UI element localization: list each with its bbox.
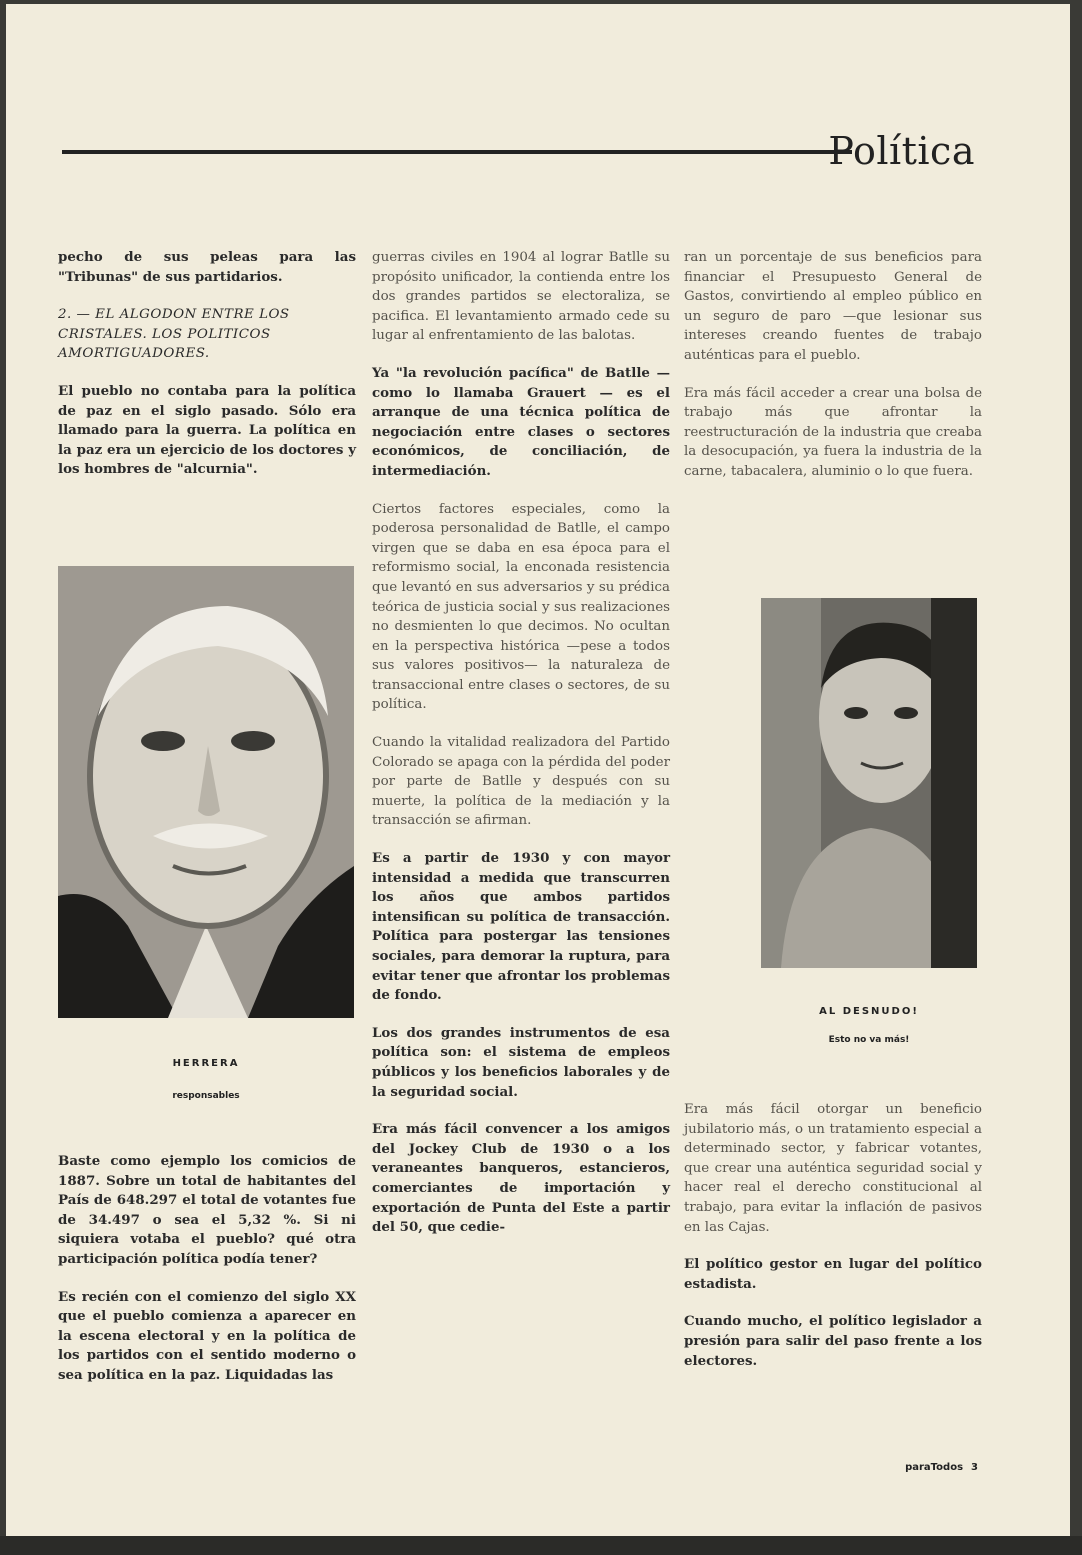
col2-paragraph-2: Ya "la revolución pacífica" de Batlle —como lo llamaba Grauert — es el arranque de una técnica política de negociación entre clases o sectores económicos, de conciliación, de intermediación. bbox=[372, 364, 670, 479]
col2-paragraph-6: Los dos grandes instrumentos de esa política son: el sistema de empleos públicos y los beneficios laborales y de la seguridad social. bbox=[372, 1024, 670, 1100]
section-rule bbox=[62, 150, 852, 154]
section-title: Política bbox=[828, 129, 975, 173]
col3-paragraph-2: Era más fácil acceder a crear una bolsa de trabajo más que afrontar la reestructuración de la industria que creaba la desocupación, ya fuera la industria de la carne, tabacalera, aluminio o lo que fuera. bbox=[684, 385, 982, 479]
left-photo-caption-sub: responsables bbox=[172, 1091, 240, 1101]
col1-paragraph-3: Baste como ejemplo los comicios de 1887. Sobre un total de habitantes del País de 648.297 el total de votantes fue de 34.497 o sea el 5,32 %. Si ni siquiera votaba el pueblo? qué otra participación política podía tener? bbox=[58, 1153, 356, 1267]
column-1-lower bbox=[58, 1152, 356, 1404]
col3-paragraph-3: Era más fácil otorgar un beneficio jubilatorio más, o un tratamiento especial a determinado sector, y fabricar votantes, que crear una auténtica seguridad social y hacer real el derecho constitucional al trabajo, para evitar la inflación de pasivos en las Cajas. bbox=[684, 1102, 982, 1235]
portrait-illustration-right bbox=[761, 598, 977, 968]
col3-paragraph-1: ran un porcentaje de sus beneficios para financiar el Presupuesto General de Gastos, convirtiendo al empleo público en un seguro de paro —que lesionar sus intereses creando fuentes de trabajo auténticas para el pueblo. bbox=[684, 250, 982, 363]
col2-paragraph-1: guerras civiles en 1904 al lograr Batlle su propósito unificador, la contienda entre los dos grandes partidos se electoraliza, se pacifica. El levantamiento armado cede su lugar al enfrentamiento de las balotas. bbox=[372, 250, 670, 344]
page-footer bbox=[897, 1462, 978, 1473]
portrait-photo-right bbox=[761, 598, 977, 968]
left-photo-caption-name: HERRERA bbox=[172, 1058, 240, 1069]
column-3 bbox=[684, 248, 982, 500]
portrait-photo-herrera bbox=[58, 566, 354, 1018]
right-photo-caption-sub: Esto no va más! bbox=[828, 1035, 910, 1045]
col2-paragraph-3: Ciertos factores especiales, como la poderosa personalidad de Batlle, el campo virgen que se daba en esa época para el reformismo social, la enconada resistencia que levantó en sus adversarios y su prédica teórica de justicia social y sus realizaciones no desmienten lo que decimos. No ocultan en la perspectiva histórica —pese a todos sus valores positivos— la naturaleza de transaccional entre clases o sectores, de su política. bbox=[372, 501, 670, 713]
col2-paragraph-5: Es a partir de 1930 y con mayor intensidad a medida que transcurren los años que ambos partidos intensifican su política de transacción. Política para postergar las tensiones sociales, para demorar la ruptura, para evitar tener que afrontar los problemas de fondo. bbox=[372, 850, 670, 1004]
col3-paragraph-4: El político gestor en lugar del político estadista. bbox=[684, 1256, 982, 1292]
col1-paragraph-2: El pueblo no contaba para la política de paz en el siglo pasado. Sólo era llamado para la guerra. La política en la paz era un ejercicio de los doctores y los hombres de "alcurnia". bbox=[58, 382, 356, 478]
page-number: 3 bbox=[971, 1462, 978, 1473]
col1-section-heading: 2. — EL ALGODON ENTRE LOS CRISTALES. LOS POLITICOS AMORTIGUADORES. bbox=[58, 307, 290, 362]
scan-bottom-edge bbox=[0, 1536, 1082, 1555]
col2-paragraph-4: Cuando la vitalidad realizadora del Partido Colorado se apaga con la pérdida del poder por parte de Batlle y después con su muerte, la política de la mediación y la transacción se afirman. bbox=[372, 735, 670, 829]
col1-paragraph-4: Es recién con el comienzo del siglo XX que el pueblo comienza a aparecer en la escena electoral y en la política de los partidos con el sentido moderno o sea política en la paz. Liquidadas las bbox=[58, 1288, 356, 1383]
column-1 bbox=[58, 248, 356, 498]
col3-paragraph-5: Cuando mucho, el político legislador a presión para salir del paso frente a los electores. bbox=[684, 1313, 982, 1369]
portrait-illustration bbox=[58, 566, 354, 1018]
col2-paragraph-7: Era más fácil convencer a los amigos del Jockey Club de 1930 o a los veraneantes banqueros, estancieros, comerciantes de importación y exportación de Punta del Este a partir del 50, que cedie- bbox=[372, 1121, 670, 1236]
column-3-lower bbox=[684, 1100, 982, 1389]
col1-paragraph-1: pecho de sus peleas para las "Tribunas" de sus partidarios. bbox=[58, 249, 356, 285]
column-2 bbox=[372, 248, 670, 1256]
magazine-name: paraTodos bbox=[905, 1462, 964, 1473]
magazine-page bbox=[6, 4, 1070, 1536]
right-photo-caption-name: AL DESNUDO! bbox=[819, 1006, 919, 1017]
